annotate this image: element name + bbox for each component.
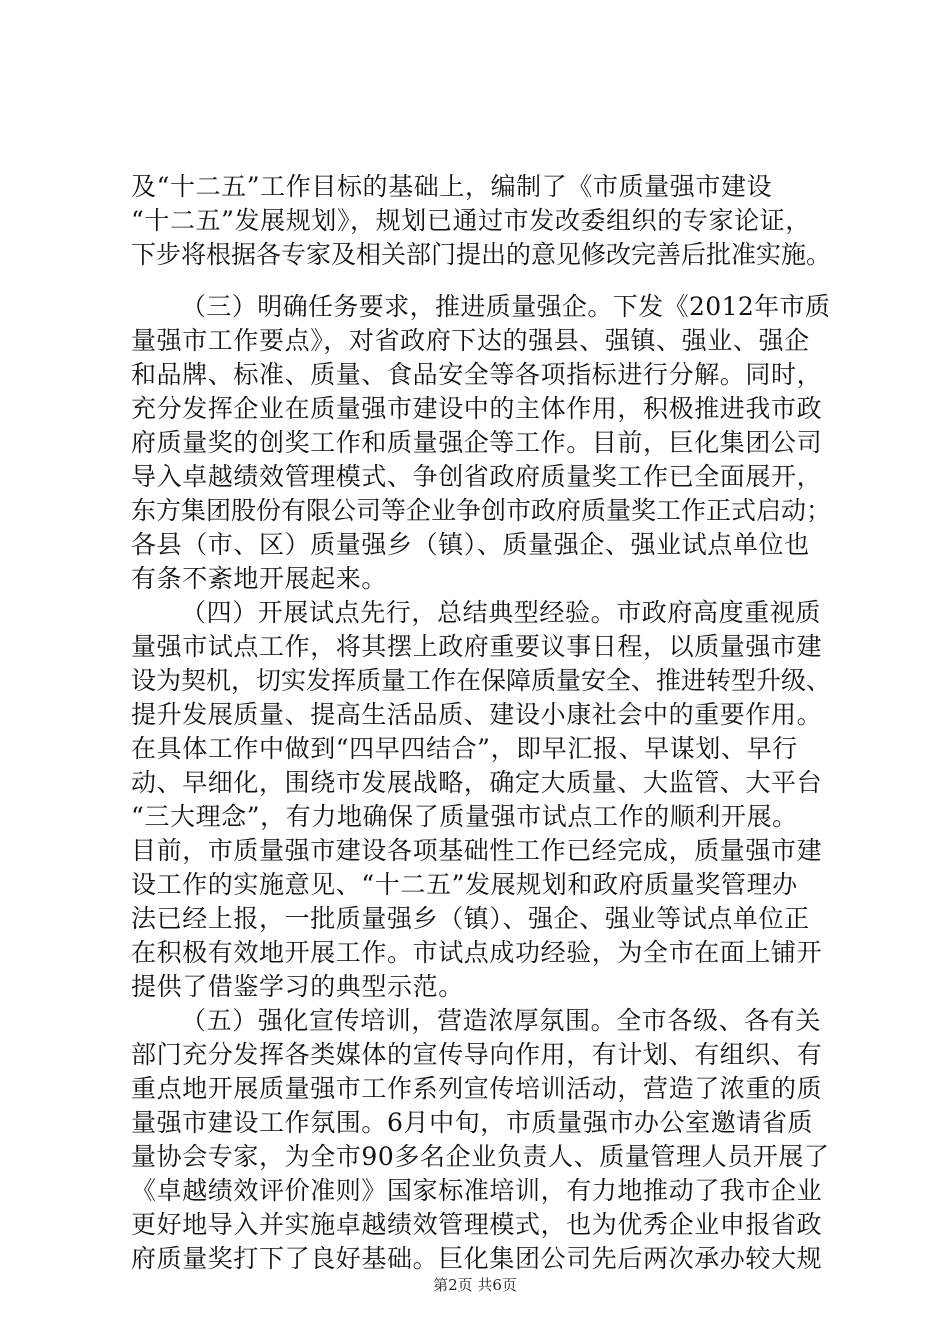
paragraph-2 bbox=[131, 290, 831, 596]
text-line: 更好地导入并实施卓越绩效管理模式，也为优秀企业申报省政 bbox=[131, 1210, 823, 1239]
text-line: 和品牌、标准、质量、食品安全等各项指标进行分解。同时， bbox=[131, 360, 823, 389]
text-line: 量强市工作要点》，对省政府下达的强县、强镇、强业、强企 bbox=[131, 326, 810, 355]
document-body bbox=[131, 170, 831, 1276]
text-line: 重点地开展质量强市工作系列宣传培训活动，营造了浓重的质 bbox=[131, 1074, 823, 1103]
text-line: 设为契机，切实发挥质量工作在保障质量安全、推进转型升级、 bbox=[131, 666, 832, 695]
text-line: （五）强化宣传培训，营造浓厚氛围。全市各级、各有关 bbox=[181, 1006, 822, 1035]
text-line: 有条不紊地开展起来。 bbox=[131, 564, 388, 593]
paragraph-1 bbox=[131, 170, 831, 272]
text-line: 量协会专家，为全市90多名企业负责人、质量管理人员开展了 bbox=[131, 1142, 830, 1171]
text-line: 府质量奖打下了良好基础。巨化集团公司先后两次承办较大规 bbox=[131, 1244, 823, 1273]
page-footer bbox=[0, 1275, 950, 1295]
text-line: 各县（市、区）质量强乡（镇）、质量强企、强业试点单位也 bbox=[131, 530, 810, 559]
text-line: 法已经上报，一批质量强乡（镇）、强企、强业等试点单位正 bbox=[131, 904, 810, 933]
text-line: （四）开展试点先行，总结典型经验。市政府高度重视质 bbox=[181, 598, 822, 627]
text-line: 在具体工作中做到“四早四结合”，即早汇报、早谋划、早行 bbox=[131, 734, 798, 763]
text-line: 部门充分发挥各类媒体的宣传导向作用，有计划、有组织、有 bbox=[131, 1040, 823, 1069]
text-line: 设工作的实施意见、“十二五”发展规划和政府质量奖管理办 bbox=[131, 870, 798, 899]
text-line: 下步将根据各专家及相关部门提出的意见修改完善后批准实施。 bbox=[131, 240, 832, 269]
text-line: 东方集团股份有限公司等企业争创市政府质量奖工作正式启动； bbox=[131, 496, 832, 525]
text-line: 导入卓越绩效管理模式、争创省政府质量奖工作已全面展开， bbox=[131, 462, 823, 491]
paragraph-3 bbox=[131, 596, 831, 1004]
text-line: （三）明确任务要求，推进质量强企。下发《2012年市质 bbox=[181, 292, 831, 321]
paragraph-4 bbox=[131, 1004, 831, 1276]
text-line: 目前，市质量强市建设各项基础性工作已经完成，质量强市建 bbox=[131, 836, 823, 865]
text-line: 量强市试点工作，将其摆上政府重要议事日程，以质量强市建 bbox=[131, 632, 823, 661]
text-line: “十二五”发展规划》，规划已通过市发改委组织的专家论证， bbox=[131, 206, 811, 235]
text-line: 府质量奖的创奖工作和质量强企等工作。目前，巨化集团公司 bbox=[131, 428, 823, 457]
text-line: 《卓越绩效评价准则》国家标准培训，有力地推动了我市企业 bbox=[131, 1176, 823, 1205]
text-line: 及“十二五”工作目标的基础上，编制了《市质量强市建设 bbox=[131, 172, 773, 201]
text-line: 提升发展质量、提高生活品质、建设小康社会中的重要作用。 bbox=[131, 700, 823, 729]
text-line: 在积极有效地开展工作。市试点成功经验，为全市在面上铺开 bbox=[131, 938, 823, 967]
paragraph-gap bbox=[131, 272, 831, 290]
text-line: 提供了借鉴学习的典型示范。 bbox=[131, 972, 464, 1001]
page-number-label: 第2页 共6页 bbox=[433, 1276, 517, 1294]
text-line: 量强市建设工作氛围。6月中旬，市质量强市办公室邀请省质 bbox=[131, 1108, 814, 1137]
text-line: 充分发挥企业在质量强市建设中的主体作用，积极推进我市政 bbox=[131, 394, 823, 423]
text-line: 动、早细化，围绕市发展战略，确定大质量、大监管、大平台 bbox=[131, 768, 823, 797]
text-line: “三大理念”，有力地确保了质量强市试点工作的顺利开展。 bbox=[131, 802, 798, 831]
